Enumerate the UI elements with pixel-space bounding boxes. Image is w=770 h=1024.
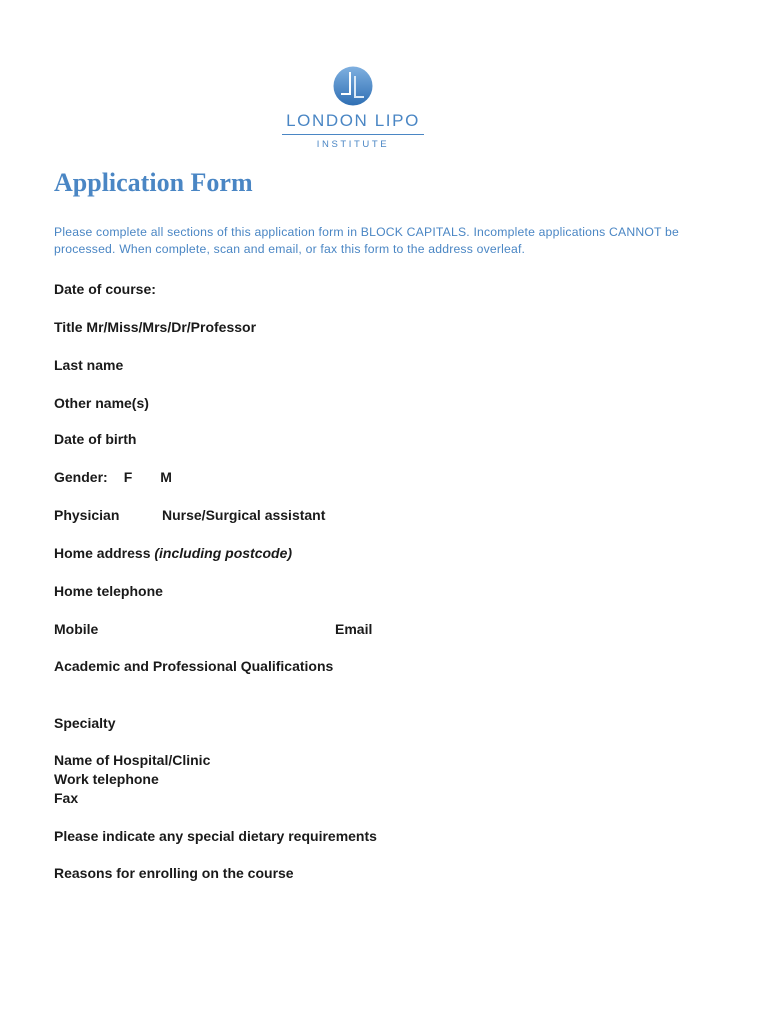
gender-label: Gender: (54, 469, 108, 485)
home-address-label: Home address (54, 545, 151, 561)
dietary-label: Please indicate any special dietary requirements (54, 828, 377, 844)
role-row (54, 506, 119, 525)
logo (260, 62, 446, 154)
qualifications-label: Academic and Professional Qualifications (54, 658, 334, 674)
gender-row (54, 468, 172, 487)
gender-m-option[interactable]: M (160, 469, 172, 485)
physician-option[interactable]: Physician (54, 507, 120, 523)
form-instructions: Please complete all sections of this application form in BLOCK CAPITALS. Incomplete applications CANNOT be processed. When complete, scan and email, or fax this form to the address overleaf. (54, 225, 679, 256)
specialty-label: Specialty (54, 715, 116, 731)
home-address-note: (including postcode) (154, 545, 293, 561)
title-label: Title Mr/Miss/Mrs/Dr/Professor (54, 319, 257, 335)
hospital-label: Name of Hospital/Clinic (54, 752, 211, 768)
date-of-birth-label: Date of birth (54, 431, 137, 447)
nurse-option[interactable]: Nurse/Surgical assistant (162, 507, 326, 523)
home-address-row (54, 544, 292, 563)
logo-name: LONDON LIPO (286, 111, 420, 130)
date-of-course-label: Date of course: (54, 281, 156, 297)
gender-f-option[interactable]: F (123, 469, 133, 485)
logo-subtitle: INSTITUTE (316, 139, 390, 150)
logo-divider (282, 134, 424, 135)
work-telephone-label: Work telephone (54, 771, 159, 787)
last-name-label: Last name (54, 357, 124, 373)
other-names-label: Other name(s) (54, 395, 149, 411)
home-telephone-label: Home telephone (54, 583, 163, 599)
mobile-label: Mobile (54, 621, 99, 637)
page-title: Application Form (54, 168, 253, 197)
reasons-label: Reasons for enrolling on the course (54, 865, 294, 881)
fax-label: Fax (54, 790, 79, 806)
email-label: Email (335, 621, 373, 637)
logo-mark-icon (333, 66, 373, 106)
